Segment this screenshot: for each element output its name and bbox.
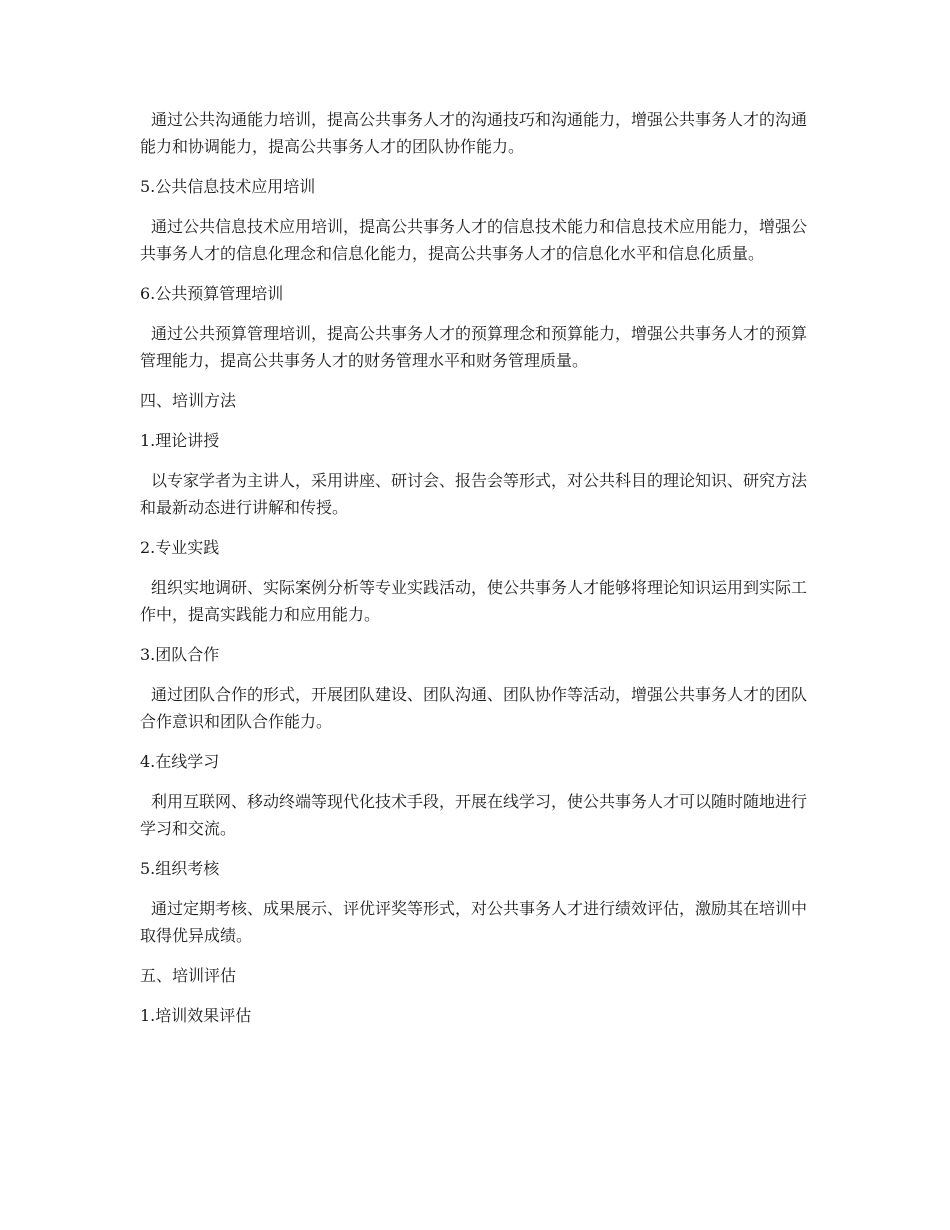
section-heading: 5.公共信息技术应用培训 (140, 177, 316, 196)
paragraph: 通过团队合作的形式，开展团队建设、团队沟通、团队协作等活动，增强公共事务人才的团队合作意识和团队合作能力。 (140, 685, 808, 731)
paragraph: 以专家学者为主讲人，采用讲座、研讨会、报告会等形式，对公共科目的理论知识、研究方法和最新动态进行讲解和传授。 (140, 471, 808, 517)
chapter-heading: 四、培训方法 (140, 391, 237, 410)
section-heading: 1.理论讲授 (140, 431, 220, 450)
paragraph: 组织实地调研、实际案例分析等专业实践活动，使公共事务人才能够将理论知识运用到实际工作中，提高实践能力和应用能力。 (140, 578, 808, 624)
section-heading: 4.在线学习 (140, 752, 220, 771)
paragraph: 通过定期考核、成果展示、评优评奖等形式，对公共事务人才进行绩效评估，激励其在培训中取得优异成绩。 (140, 899, 808, 945)
section-heading: 5.组织考核 (140, 859, 220, 878)
paragraph: 利用互联网、移动终端等现代化技术手段，开展在线学习，使公共事务人才可以随时随地进行学习和交流。 (140, 792, 808, 838)
section-heading: 2.专业实践 (140, 538, 220, 557)
chapter-heading: 五、培训评估 (140, 966, 237, 985)
paragraph: 通过公共信息技术应用培训，提高公共事务人才的信息技术能力和信息技术应用能力，增强公共事务人才的信息化理念和信息化能力，提高公共事务人才的信息化水平和信息化质量。 (140, 217, 808, 263)
section-heading: 3.团队合作 (140, 645, 220, 664)
paragraph: 通过公共预算管理培训，提高公共事务人才的预算理念和预算能力，增强公共事务人才的预算管理能力，提高公共事务人才的财务管理水平和财务管理质量。 (140, 324, 808, 370)
section-heading: 1.培训效果评估 (140, 1006, 252, 1025)
paragraph: 通过公共沟通能力培训，提高公共事务人才的沟通技巧和沟通能力，增强公共事务人才的沟通能力和协调能力，提高公共事务人才的团队协作能力。 (140, 110, 808, 156)
document-body (140, 106, 812, 1042)
section-heading: 6.公共预算管理培训 (140, 284, 284, 303)
